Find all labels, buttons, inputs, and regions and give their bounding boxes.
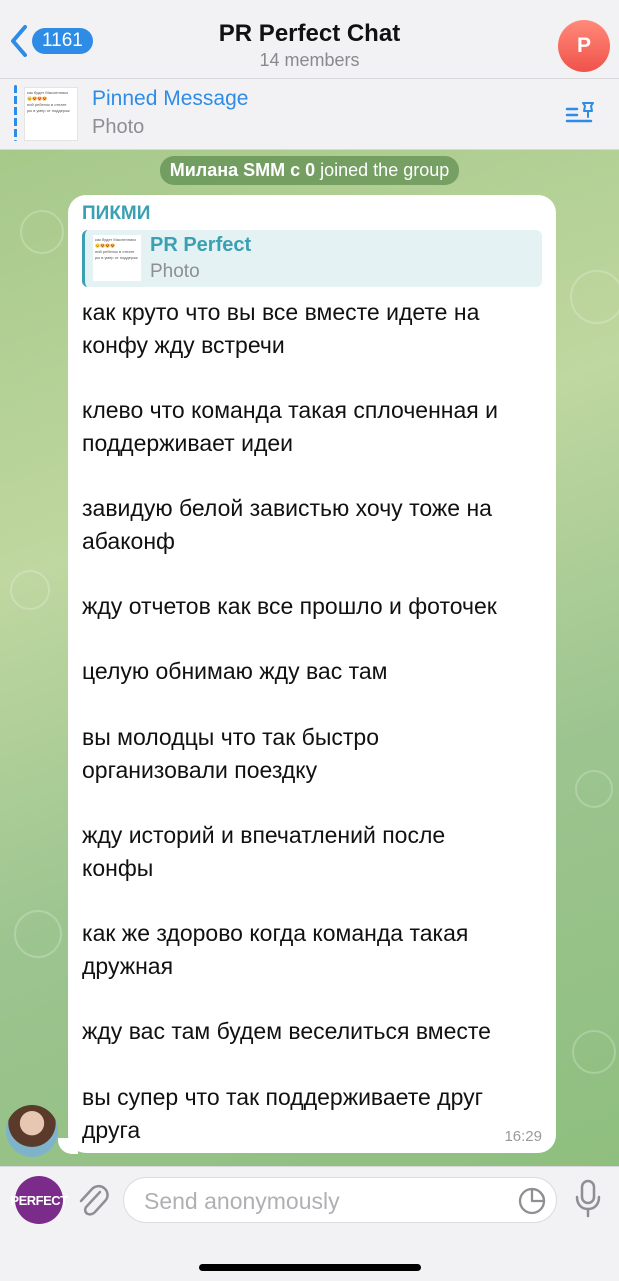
reply-thumbnail <box>93 235 141 281</box>
sender-name[interactable]: ПИКМИ <box>82 203 151 224</box>
message-line: организовали поездку <box>82 757 318 783</box>
reply-author: PR Perfect <box>150 234 252 256</box>
home-indicator[interactable] <box>199 1264 421 1271</box>
message-line: целую обнимаю жду вас там <box>82 658 388 684</box>
sender-avatar[interactable] <box>6 1105 58 1157</box>
joined-user-name[interactable]: Милана SMM с 0 <box>169 160 316 180</box>
input-bar <box>0 1166 619 1281</box>
message-line: жду историй и впечатлений после <box>82 822 446 848</box>
chat-area[interactable] <box>0 150 619 1166</box>
background-doodle <box>10 570 50 610</box>
reply-subtitle: Photo <box>150 261 200 282</box>
background-doodle <box>570 270 619 324</box>
pinned-subtitle: Photo <box>92 116 145 138</box>
join-action-text: joined the group <box>315 160 450 180</box>
message-line: поддерживает идеи <box>82 430 294 456</box>
microphone-icon[interactable] <box>574 1179 602 1219</box>
pinned-thumb-line: как будет Масленнико <box>27 90 69 95</box>
paperclip-icon[interactable] <box>76 1180 110 1220</box>
reply-thumb-line: ний ребенок в отпате <box>95 249 135 254</box>
message-line: абаконф <box>82 528 175 554</box>
reply-thumb-line: ры в умер от поддержк <box>95 255 138 260</box>
pinned-thumbnail <box>24 87 78 141</box>
pinned-message-bar[interactable] <box>0 79 619 150</box>
send-as-avatar[interactable]: PERFECT <box>15 1176 63 1224</box>
message-line: вы молодцы что так быстро <box>82 724 380 750</box>
message-line: жду отчетов как все прошло и фоточек <box>82 593 497 619</box>
chat-header <box>0 0 619 79</box>
pinned-thumb-line: ры в умер от поддержк <box>27 108 70 113</box>
chat-avatar[interactable]: P <box>558 20 610 72</box>
reply-thumb-line: 😊😍😍😍 <box>95 243 115 248</box>
pin-list-icon[interactable] <box>565 101 597 127</box>
reply-thumb-line: как будет Масленнико <box>95 237 137 242</box>
message-line: как же здорово когда команда такая <box>82 920 469 946</box>
message-line: конфы <box>82 855 154 881</box>
message-time: 16:29 <box>504 1128 542 1145</box>
background-doodle <box>20 210 64 254</box>
background-doodle <box>572 1030 616 1074</box>
join-notice <box>160 156 460 185</box>
message-line: завидую белой завистью хочу тоже на <box>82 495 492 521</box>
message-line: дружная <box>82 953 174 979</box>
sticker-icon[interactable] <box>518 1187 546 1215</box>
pinned-title: Pinned Message <box>92 87 249 110</box>
members-count[interactable]: 14 members <box>259 50 360 70</box>
chat-title[interactable]: PR Perfect Chat <box>218 20 401 47</box>
message-input[interactable] <box>142 1184 506 1218</box>
message-line: как круто что вы все вместе идете на <box>82 299 480 325</box>
message-field[interactable] <box>123 1177 557 1223</box>
pinned-thumb-line: 😊😍😍😍 <box>27 96 47 101</box>
pinned-indicator <box>14 85 17 141</box>
message-line: клево что команда такая сплоченная и <box>82 397 498 423</box>
background-doodle <box>575 770 613 808</box>
message-bubble[interactable] <box>68 195 556 1153</box>
service-message <box>0 156 619 185</box>
background-doodle <box>14 910 62 958</box>
message-line: конфу жду встречи <box>82 332 285 358</box>
message-line: вы супер что так поддерживаете друг <box>82 1084 484 1110</box>
reply-preview[interactable] <box>82 230 542 287</box>
pinned-thumb-line: ний ребенок в отпате <box>27 102 67 107</box>
message-line: друга <box>82 1117 141 1143</box>
message-line: жду вас там будем веселиться вместе <box>82 1018 491 1044</box>
unread-count-badge: 1161 <box>32 28 93 54</box>
